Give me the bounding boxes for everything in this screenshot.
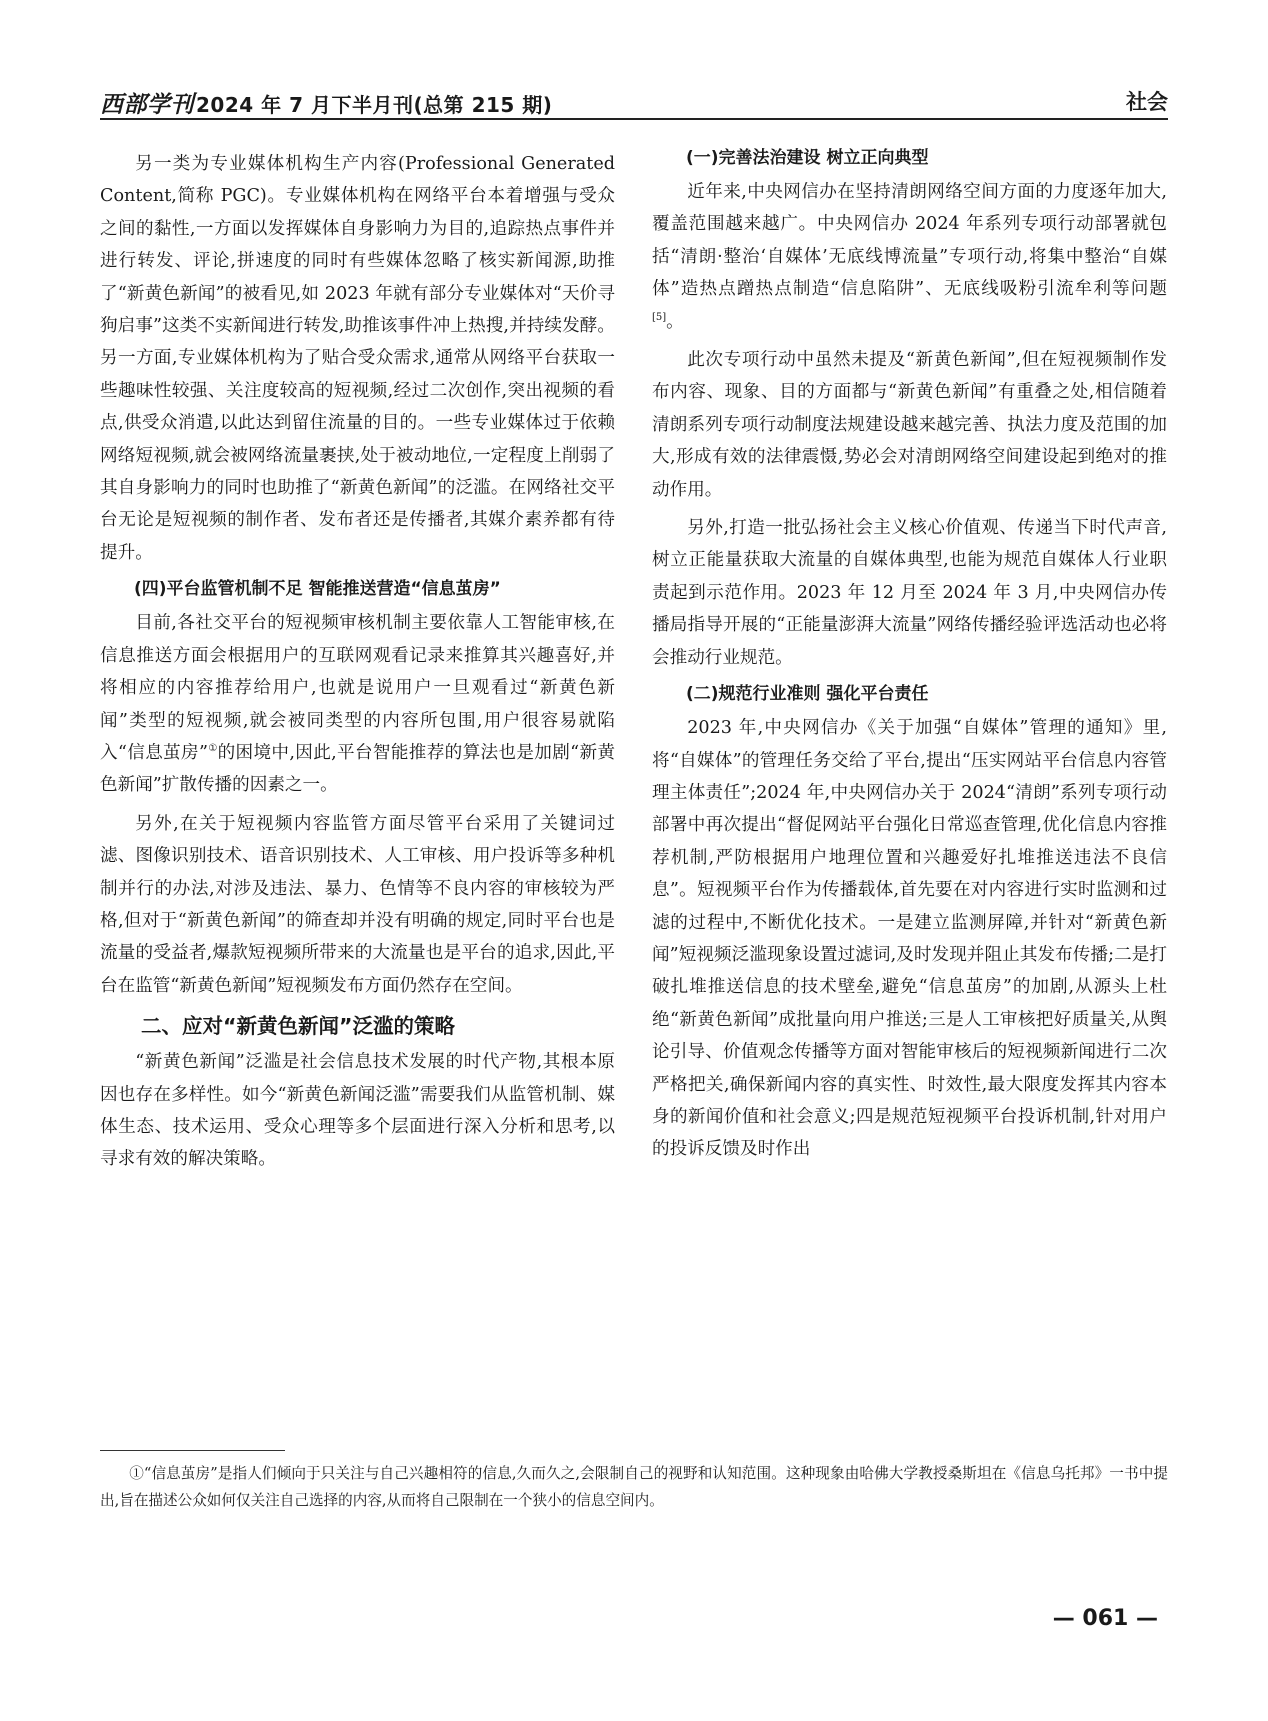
paragraph: 另外,在关于短视频内容监管方面尽管平台采用了关键词过滤、图像识别技术、语音识别技术、人工审核、用户投诉等多种机制并行的办法,对涉及违法、暴力、色情等不良内容的审核较为严格,但对于“新黄色新闻”的筛查却并没有明确的规定,同时平台也是流量的受益者,爆款短视频所带来的大流量也是平台的追求,因此,平台在监管“新黄色新闻”短视频发布方面仍然存在空间。 bbox=[100, 813, 615, 996]
section-tag: 社会 bbox=[1126, 90, 1168, 114]
journal-logo: 西部学刊 bbox=[100, 91, 194, 118]
journal-issue: 2024 年 7 月下半月刊(总第 215 期) bbox=[196, 93, 553, 117]
right-column bbox=[652, 148, 1167, 1166]
footnote-marker[interactable]: ① bbox=[207, 743, 218, 755]
citation-ref[interactable]: [5] bbox=[652, 311, 667, 323]
header-rule bbox=[100, 118, 1168, 120]
section-heading: (四)平台监管机制不足 智能推送营造“信息茧房” bbox=[134, 579, 501, 600]
page-header bbox=[100, 82, 1168, 122]
footnote-rule bbox=[100, 1450, 285, 1451]
footnote: ①“信息茧房”是指人们倾向于只关注与自己兴趣相符的信息,久而久之,会限制自己的视野和认知范围。这种现象由哈佛大学教授桑斯坦在《信息乌托邦》一书中提出,旨在描述公众如何仅关注自己选择的内容,从而将自己限制在一个狭小的信息空间内。 bbox=[100, 1465, 1168, 1509]
paragraph: 2023 年,中央网信办《关于加强“自媒体”管理的通知》里,将“自媒体”的管理任务交给了平台,提出“压实网站平台信息内容管理主体责任”;2024 年,中央网信办关于 2024“清朗”系列专项行动部署中再次提出“督促网站平台强化日常巡查管理,优化信息内容推荐机制,严防根据用户地理位置和兴趣爱好扎堆推送违法不良信息”。短视频平台作为传播载体,首先要在对内容进行实时监测和过滤的过程中,不断优化技术。一是建立监测屏障,并针对“新黄色新闻”短视频泛滥现象设置过滤词,及时发现并阻止其发布传播;二是打破扎堆推送信息的技术壁垒,避免“信息茧房”的加剧,从源头上杜绝“新黄色新闻”成批量向用户推送;三是人工审核把好质量关,从舆论引导、价值观念传播等方面对智能审核后的短视频新闻进行二次严格把关,确保新闻内容的真实性、时效性,最大限度发挥其内容本身的新闻价值和社会意义;四是规范短视频平台投诉机制,针对用户的投诉反馈及时作出 bbox=[652, 718, 1167, 1160]
paragraph: 另外,打造一批弘扬社会主义核心价值观、传递当下时代声音,树立正能量获取大流量的自媒体典型,也能为规范自媒体人行业职责起到示范作用。2023 年 12 月至 2024 年 3 月,中央网信办传播局指导开展的“正能量澎湃大流量”网络传播经验评选活动也必将会推动行业规范。 bbox=[652, 518, 1167, 668]
page-number: — 061 — bbox=[1052, 1606, 1158, 1631]
paragraph: 近年来,中央网信办在坚持清朗网络空间方面的力度逐年加大,覆盖范围越来越广。中央网信办 2024 年系列专项行动部署就包括“清朗·整治‘自媒体’无底线博流量”专项行动,将集中整治“自媒体”造热点蹭热点制造“信息陷阱”、无底线吸粉引流牟利等问题[5]。 bbox=[652, 182, 1167, 332]
section-heading: (一)完善法治建设 树立正向典型 bbox=[686, 148, 929, 168]
journal-title bbox=[100, 86, 552, 119]
chapter-heading: 二、应对“新黄色新闻”泛滥的策略 bbox=[141, 1014, 455, 1039]
paragraph: 此次专项行动中虽然未提及“新黄色新闻”,但在短视频制作发布内容、现象、目的方面都与“新黄色新闻”有重叠之处,相信随着清朗系列专项行动制度法规建设越来越完善、执法力度及范围的加大,形成有效的法律震慑,势必会对清朗网络空间建设起到绝对的推动作用。 bbox=[652, 350, 1167, 500]
paragraph: “新黄色新闻”泛滥是社会信息技术发展的时代产物,其根本原因也存在多样性。如今“新黄色新闻泛滥”需要我们从监管机制、媒体生态、技术运用、受众心理等多个层面进行深入分析和思考,以寻求有效的解决策略。 bbox=[100, 1052, 615, 1170]
left-column bbox=[100, 148, 615, 1176]
section-heading: (二)规范行业准则 强化平台责任 bbox=[686, 684, 929, 705]
paragraph: 另一类为专业媒体机构生产内容(Professional Generated Content,简称 PGC)。专业媒体机构在网络平台本着增强与受众之间的黏性,一方面以发挥媒体自身影响力为目的,追踪热点事件并进行转发、评论,拼速度的同时有些媒体忽略了核实新闻源,助推了“新黄色新闻”的被看见,如 2023 年就有部分专业媒体对“天价寻狗启事”这类不实新闻进行转发,助推该事件冲上热搜,并持续发酵。另一方面,专业媒体机构为了贴合受众需求,通常从网络平台获取一些趣味性较强、关注度较高的短视频,经过二次创作,突出视频的看点,供受众消遣,以此达到留住流量的目的。一些专业媒体过于依赖网络短视频,就会被网络流量裹挟,处于被动地位,一定程度上削弱了其自身影响力的同时也助推了“新黄色新闻”的泛滥。在网络社交平台无论是短视频的制作者、发布者还是传播者,其媒介素养都有待提升。 bbox=[100, 154, 615, 563]
paragraph: 目前,各社交平台的短视频审核机制主要依靠人工智能审核,在信息推送方面会根据用户的互联网观看记录来推算其兴趣喜好,并将相应的内容推荐给用户,也就是说用户一旦观看过“新黄色新闻”类型的短视频,就会被同类型的内容所包围,用户很容易就陷入“信息茧房”①的困境中,因此,平台智能推荐的算法也是加剧“新黄色新闻”扩散传播的因素之一。 bbox=[100, 613, 615, 796]
